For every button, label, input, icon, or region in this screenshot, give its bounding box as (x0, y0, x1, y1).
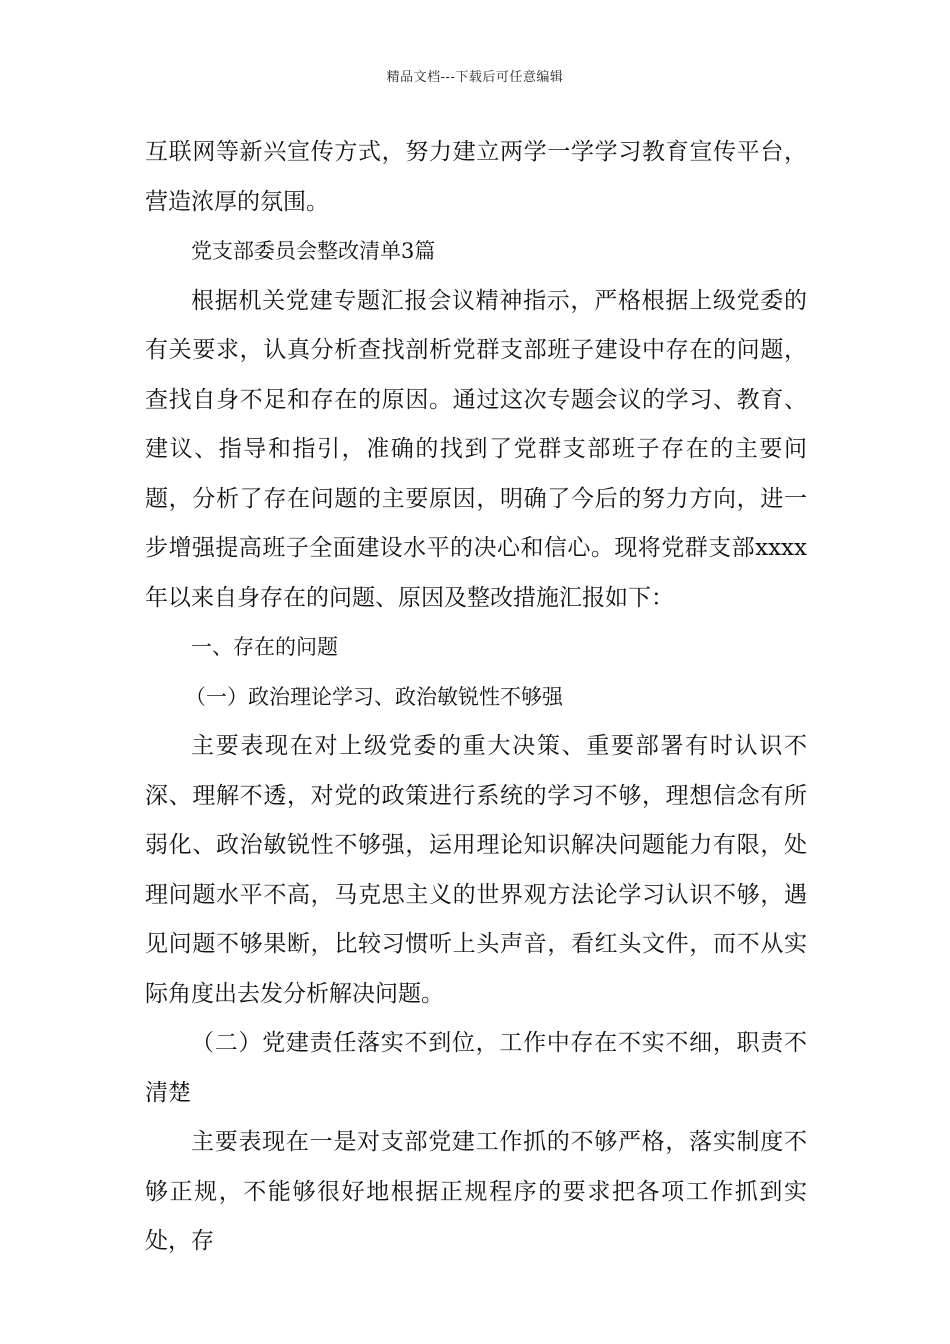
document-body (145, 128, 807, 1267)
paragraph-intro: 根据机关党建专题汇报会议精神指示，严格根据上级党委的有关要求，认真分析查找剖析党群支部班子建设中存在的问题，查找自身不足和存在的原因。通过这次专题会议的学习、教育、建议、指导和指引，准确的找到了党群支部班子存在的主要问题，分析了存在问题的主要原因，明确了今后的努力方向，进一步增强提高班子全面建设水平的决心和信心。现将党群支部xxxx年以来自身存在的问题、原因及整改措施汇报如下： (145, 287, 807, 611)
paragraph-1: 主要表现在对上级党委的重大决策、重要部署有时认识不深、理解不透，对党的政策进行系统的学习不够，理想信念有所弱化、政治敏锐性不够强，运用理论知识解决问题能力有限，处理问题水平不高，马克思主义的世界观方法论学习认识不够，遇见问题不够果断，比较习惯听上头声音，看红头文件，而不从实际角度出去发分析解决问题。 (145, 733, 807, 1007)
page-header: 精品文档---下载后可任意编辑 (386, 70, 564, 85)
document-title: 党支部委员会整改清单3篇 (191, 239, 436, 263)
subsection-heading-2: （二）党建责任落实不到位，工作中存在不实不细，职责不清楚 (145, 1030, 807, 1106)
subsection-heading-1: （一）政治理论学习、政治敏锐性不够强 (185, 684, 563, 709)
paragraph-continued: 互联网等新兴宣传方式，努力建立两学一学学习教育宣传平台，营造浓厚的氛围。 (145, 139, 807, 215)
section-heading-1: 一、存在的问题 (191, 635, 338, 659)
paragraph-2: 主要表现在一是对支部党建工作抓的不够严格，落实制度不够正规，不能够很好地根据正规程序的要求把各项工作抓到实处，存 (145, 1129, 807, 1254)
